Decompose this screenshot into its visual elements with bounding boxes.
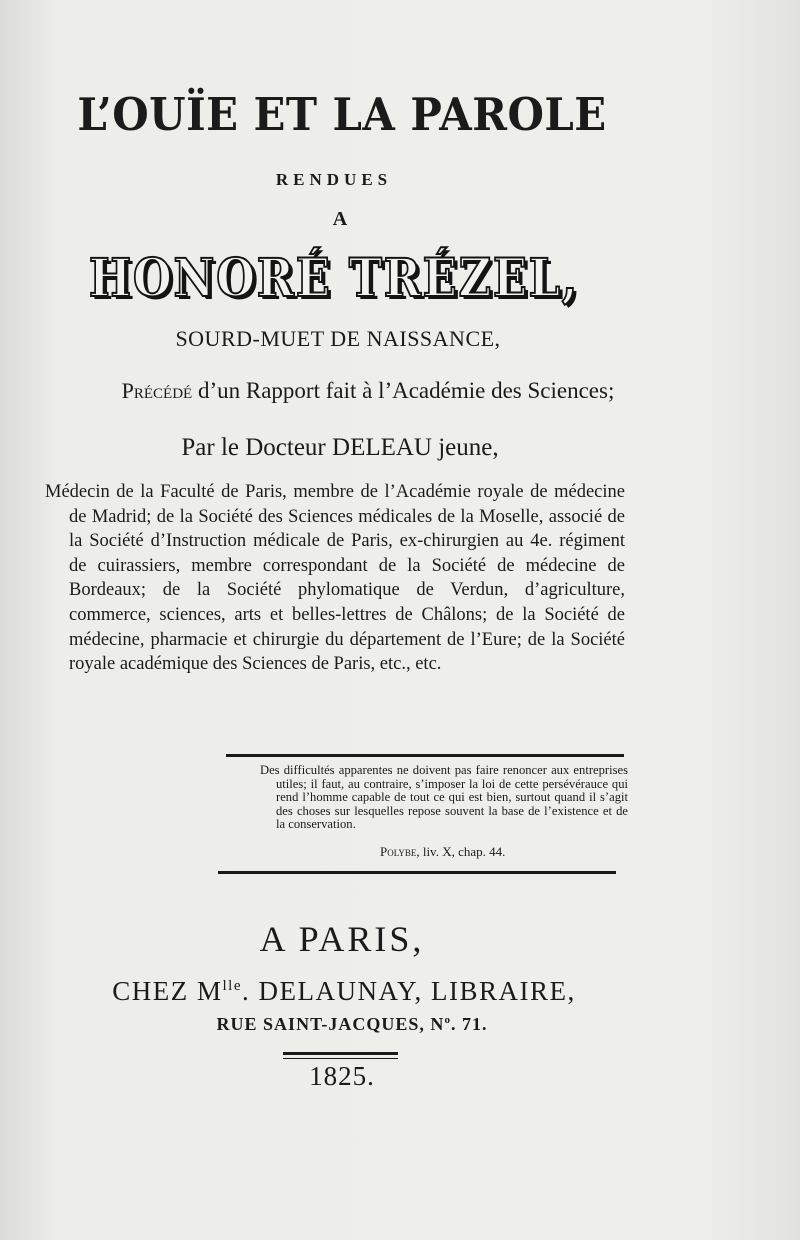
preceded-rest: d’un Rapport fait à l’Académie des Sciences; (192, 378, 615, 403)
publisher-post: . DELAUNAY, LIBRAIRE, (241, 976, 576, 1006)
imprint-year: 1825. (309, 1061, 375, 1091)
imprint-rule-thick (283, 1052, 398, 1055)
publisher-pre: CHEZ M (112, 976, 223, 1006)
preceded-smallcaps: Précédé (121, 378, 193, 403)
subject-description: SOURD-MUET DE NAISSANCE, (175, 326, 501, 351)
epigraph-text: Des difficultés apparentes ne doivent pas faire renoncer aux entreprises utiles; il faut, au contraire, s’imposer la loi de cette persévérauce qui rend l’homme capable de tout ce qui est bien, surtout quand il s’agit des choses sur lesquelles repose souvent la base de l’existence et de la conservation. (260, 763, 628, 832)
subject-name: HONORÉ TRÉZEL, (88, 248, 580, 309)
imprint-publisher (0, 976, 744, 1007)
street-post: . 71. (450, 1014, 488, 1034)
epigraph-source (380, 844, 505, 860)
imprint-rule-thin (283, 1058, 398, 1059)
title-rendues: RENDUES (275, 170, 393, 189)
author-bio: Médecin de la Faculté de Paris, membre de l’Académie royale de médecine de Madrid; de la Société des Sciences médicales de la Moselle, associé de la Société d’Instruction médicale de Paris, ex-chirurgien au 4e. régiment de cuirassiers, membre correspondant de la Société de médecine de Bordeaux; de la Société phylomatique de Verdun, d’agriculture, commerce, sciences, arts et belles-lettres de Châlons; de la Société de médecine, pharmacie et chirurgie du département de l’Eure; de la Société royale académique des Sciences de Paris, etc., etc. (45, 482, 625, 675)
epigraph-rule-top (226, 754, 624, 757)
preceded-by-line (0, 378, 768, 404)
book-title: L’OUÏE ET LA PAROLE (77, 88, 607, 141)
author-line: Par le Docteur DELEAU jeune, (181, 434, 499, 461)
imprint-city: A PARIS, (259, 919, 425, 959)
epigraph-source-rest: , liv. X, chap. 44. (416, 844, 506, 859)
epigraph-rule-bottom (218, 871, 616, 874)
title-a: A (332, 208, 348, 230)
epigraph-source-author: Polybe (380, 844, 417, 859)
publisher-sup: lle (222, 978, 242, 994)
imprint-street (0, 1014, 752, 1035)
street-pre: RUE SAINT-JACQUES, N (216, 1014, 445, 1034)
street-sup: o (444, 1014, 451, 1026)
